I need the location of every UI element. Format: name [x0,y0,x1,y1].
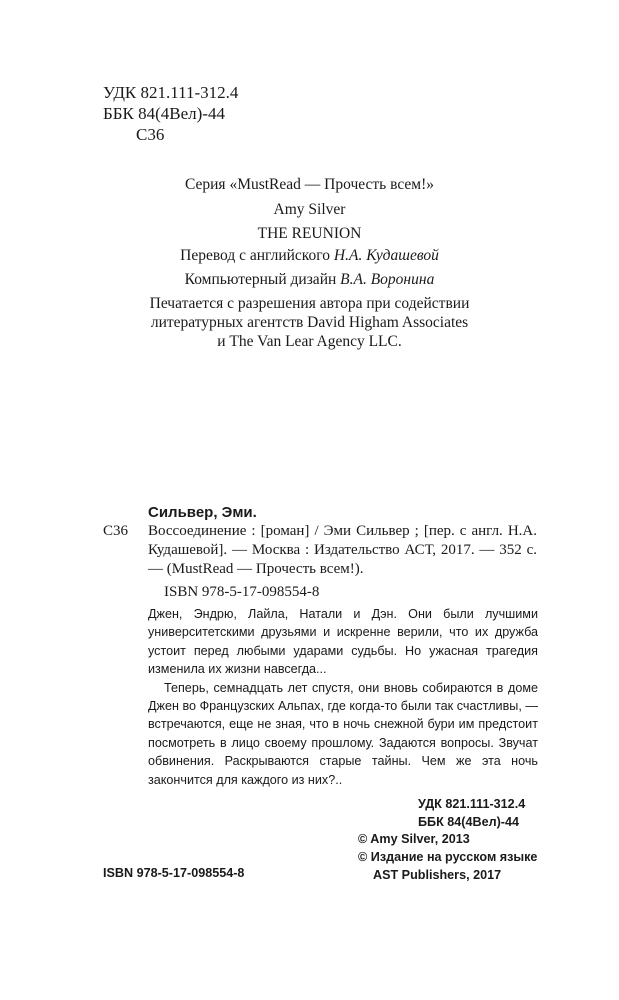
copyright-block [358,830,537,884]
design-prefix: Компьютерный дизайн [184,271,341,288]
permission-line: и The Van Lear Agency LLC. [217,333,402,350]
udk-code: УДК 821.111-312.4 [103,83,239,102]
bibliographic-record [103,503,537,602]
original-title: THE REUNION [257,225,362,242]
classification-footer [418,795,525,831]
classification-header [103,82,238,145]
annotation [148,605,538,789]
annotation-paragraph: Джен, Эндрю, Лайла, Натали и Дэн. Они были лучшими университетскими друзьями и искренне верили, что их дружба устоит перед любыми ударами судьбы. Но ужасная трагедия изменила их жизни навсегда... [148,607,538,677]
isbn-footer: ISBN 978-5-17-098554-8 [103,866,245,880]
biblio-code: С36 [103,523,129,539]
author-mark: С36 [136,125,165,144]
biblio-description: Воссоединение : [роман] / Эми Сильвер ; [пер. с англ. Н.А. Кудашевой]. — Москва : Издательство АСТ, 2017. — 352 с. — (MustRead — Прочесть всем!). [148,523,537,577]
bbk-code-footer: ББК 84(4Вел)-44 [418,815,519,829]
copyright-author: © Amy Silver, 2013 [358,832,470,846]
copyright-edition: © Издание на русском языке [358,850,538,864]
biblio-author: Сильвер, Эми. [148,504,257,521]
permission-notice [0,294,619,351]
translation-prefix: Перевод с английского [180,247,334,264]
design-credit [0,271,619,289]
translation-credit [0,247,619,265]
original-author: Amy Silver [273,201,346,218]
permission-line: литературных агентств David Higham Associates [150,314,469,331]
permission-line: Печатается с разрешения автора при содействии [149,295,470,312]
series-line: Серия «MustRead — Прочесть всем!» [184,176,435,193]
udk-code-footer: УДК 821.111-312.4 [418,797,526,811]
biblio-isbn: ISBN 978-5-17-098554-8 [164,584,320,600]
translator-name: Н.А. Кудашевой [333,247,439,264]
bbk-code: ББК 84(4Вел)-44 [103,104,225,123]
annotation-paragraph: Теперь, семнадцать лет спустя, они вновь собираются в доме Джен во Французских Альпах, где когда-то были так счастливы, — встречаются, еще не зная, что в ночь снежной бури им предстоит посмотреть в лицо своему прошлому. Задаются вопросы. Звучат обвинения. Раскрываются старые тайны. Чем же эта ночь закончится для каждого из них?.. [148,680,538,787]
designer-name: В.А. Воронина [340,271,435,288]
copyright-publisher: AST Publishers, 2017 [373,868,502,882]
